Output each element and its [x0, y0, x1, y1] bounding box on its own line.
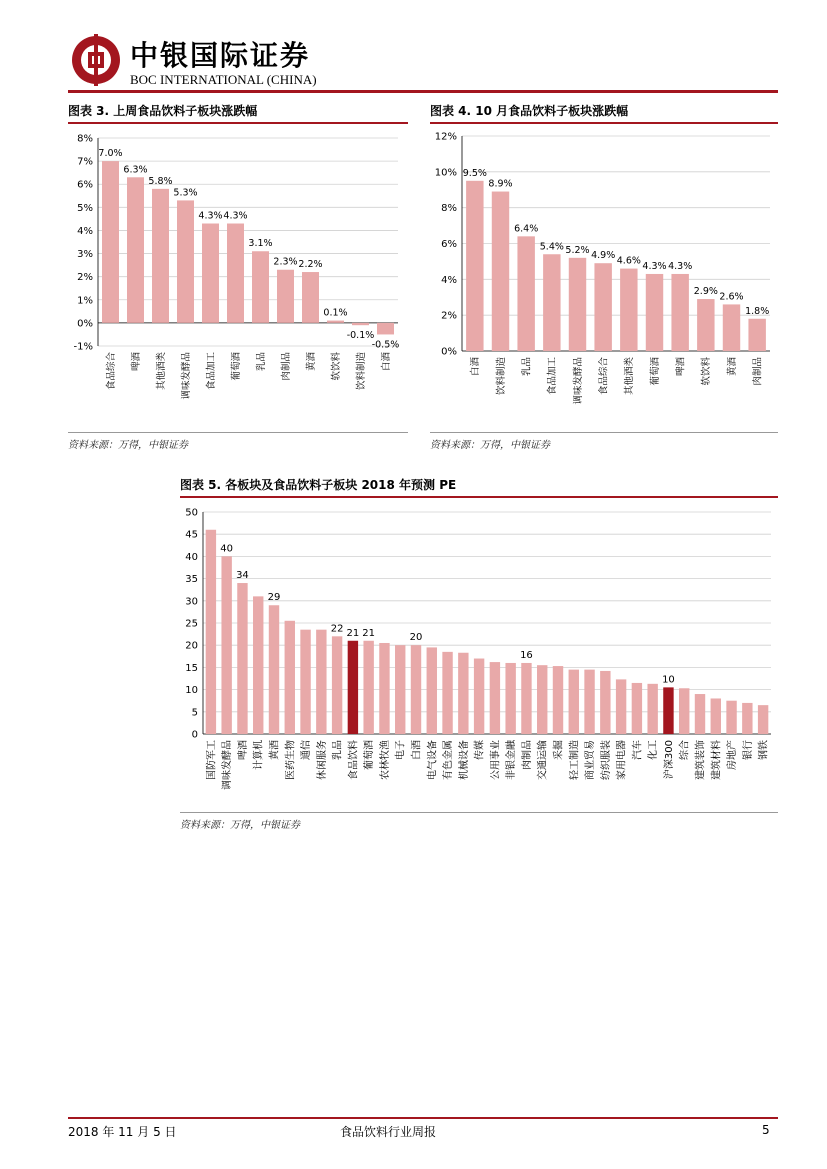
chart5-bar	[411, 645, 421, 734]
chart5-bar	[300, 630, 310, 734]
chart4-value-label: 4.3%	[642, 260, 667, 272]
chart5-title: 图表 5. 各板块及食品饮料子板块 2018 年预测 PE	[180, 478, 457, 492]
chart5-category-label: 建筑装饰	[695, 740, 707, 780]
chart4-bar	[517, 236, 534, 351]
chart4-y-tick-label: 6%	[441, 239, 457, 250]
chart3-category-label: 啤酒	[130, 352, 142, 372]
chart5-category-label: 通信	[301, 740, 313, 760]
chart5-bar	[363, 641, 373, 734]
chart3-value-label: 7.0%	[98, 148, 123, 160]
chart4-y-tick-label: 10%	[434, 167, 457, 179]
chart3-y-tick-label: 4%	[77, 225, 93, 237]
chart5-bar	[695, 694, 705, 734]
chart3-bar	[177, 200, 194, 322]
chart5-source-rule	[180, 812, 778, 813]
chart5-category-label: 采掘	[553, 740, 565, 760]
chart4-y-tick-label: 0%	[441, 346, 457, 358]
chart4-category-label: 食品综合	[598, 357, 610, 396]
chart5-category-label: 计算机	[253, 740, 265, 770]
chart5-bar	[742, 703, 752, 734]
chart5-category-label: 黄酒	[269, 740, 281, 760]
chart5-category-label: 汽车	[632, 740, 644, 760]
chart5-source: 资料来源：万得，中银证券	[180, 820, 300, 831]
chart3-bar	[227, 224, 244, 323]
chart5-category-label: 综合	[679, 740, 691, 760]
chart5-bar	[647, 684, 657, 734]
chart3-bar	[252, 251, 269, 323]
footer-title: 食品饮料行业周报	[340, 1125, 437, 1139]
chart5-svg	[175, 500, 778, 805]
chart4-value-label: 5.2%	[565, 244, 590, 256]
chart5-category-label: 机械设备	[458, 740, 470, 780]
chart5-category-label: 肉制品	[521, 740, 533, 770]
chart5-bar	[427, 647, 437, 734]
chart5-bar	[395, 645, 405, 734]
chart3-category-label: 肉制品	[280, 352, 292, 381]
chart5-category-label: 休闲服务	[316, 740, 328, 780]
chart3-y-tick-label: 0%	[77, 318, 93, 330]
chart4-value-label: 2.9%	[693, 286, 718, 298]
chart5-category-label: 交通运输	[537, 740, 549, 780]
chart4-category-label: 食品加工	[547, 357, 559, 396]
chart5-bar	[474, 659, 484, 734]
chart3-y-tick-label: 7%	[77, 156, 93, 168]
chart3-bar	[277, 270, 294, 323]
chart5-bar	[348, 641, 358, 734]
chart5-value-label: 16	[520, 649, 533, 661]
chart5-bar	[285, 621, 295, 734]
chart5-y-tick-label: 45	[185, 529, 198, 541]
chart4-value-label: 5.4%	[539, 241, 564, 253]
chart5-bar	[584, 670, 594, 734]
chart3-category-label: 软饮料	[330, 352, 342, 381]
chart4-category-label: 肉制品	[752, 357, 764, 386]
chart4-category-label: 啤酒	[675, 357, 687, 377]
chart5-category-label: 国防军工	[206, 740, 218, 780]
chart4-y-tick-label: 12%	[434, 131, 457, 143]
chart3-y-tick-label: 5%	[77, 202, 93, 214]
chart3-bar	[327, 321, 344, 323]
chart4-bar	[594, 263, 611, 351]
chart5-bar	[726, 701, 736, 734]
chart5-category-label: 钢铁	[758, 740, 770, 760]
chart4-bar	[748, 319, 765, 351]
chart3-category-label: 食品综合	[105, 352, 117, 391]
brand-logo	[68, 30, 368, 90]
header-rule	[68, 90, 778, 93]
chart4-bar	[492, 192, 509, 351]
chart5-bar	[237, 583, 247, 734]
chart5-category-label: 沪深300	[663, 740, 675, 780]
chart3-y-tick-label: 1%	[77, 295, 93, 307]
chart5-bar	[569, 670, 579, 734]
chart5-category-label: 啤酒	[237, 740, 249, 760]
chart5-category-label: 调味发酵品	[222, 740, 234, 790]
chart3-value-label: 5.8%	[148, 175, 173, 187]
chart5-bar	[332, 636, 342, 734]
chart4-title-rule	[430, 122, 778, 124]
chart3-bar	[202, 224, 219, 323]
chart4-y-tick-label: 4%	[441, 274, 457, 286]
chart3-value-label: 4.3%	[223, 210, 248, 222]
chart5-title-rule	[180, 496, 778, 498]
chart3-bar	[102, 161, 119, 323]
chart3-y-tick-label: 6%	[77, 179, 93, 191]
chart5-category-label: 公用事业	[490, 740, 502, 780]
chart3-category-label: 黄酒	[305, 352, 317, 372]
chart4-category-label: 饮料制造	[495, 357, 507, 396]
chart5-value-label: 40	[220, 543, 234, 555]
chart5-bar	[269, 605, 279, 734]
page-number: 5	[762, 1123, 770, 1137]
chart5-category-label: 非银金融	[506, 740, 518, 780]
chart4-category-label: 软饮料	[701, 357, 713, 386]
chart4-category-label: 葡萄酒	[649, 357, 661, 386]
chart5-y-tick-label: 10	[185, 685, 198, 697]
chart4-bar	[671, 274, 688, 351]
chart4-category-label: 其他酒类	[624, 357, 636, 396]
chart3-category-label: 饮料制造	[355, 352, 367, 391]
chart3-category-label: 白酒	[380, 352, 392, 372]
chart3-value-label: 3.1%	[248, 238, 273, 250]
brand-name-en: BOC INTERNATIONAL (CHINA)	[130, 72, 317, 87]
chart4-value-label: 8.9%	[488, 178, 513, 190]
chart3-bar	[127, 177, 144, 323]
chart4-bar	[697, 299, 714, 351]
chart3-bar	[352, 323, 369, 325]
chart3-bar	[152, 189, 169, 323]
chart5-bar	[206, 530, 216, 734]
chart4-y-tick-label: 2%	[441, 310, 457, 322]
chart5-category-label: 家用电器	[616, 740, 628, 780]
chart5-category-label: 农林牧渔	[379, 740, 391, 780]
chart5-bar	[537, 665, 547, 734]
chart5-category-label: 医药生物	[285, 740, 297, 780]
chart5-bar	[711, 698, 721, 734]
chart5-y-tick-label: 35	[185, 574, 198, 586]
chart3-category-label: 乳品	[255, 352, 267, 372]
chart3-title-rule	[68, 122, 408, 124]
chart4-category-label: 黄酒	[726, 357, 738, 377]
chart3-value-label: 0.1%	[323, 307, 348, 319]
chart3-value-label: -0.1%	[346, 330, 375, 342]
chart3-category-label: 其他酒类	[155, 352, 167, 391]
chart3-bar	[377, 323, 394, 335]
chart5-category-label: 电气设备	[427, 740, 439, 780]
chart5-category-label: 建筑材料	[711, 740, 723, 780]
chart5-category-label: 传媒	[474, 740, 486, 760]
chart5-category-label: 银行	[742, 740, 754, 760]
chart3-category-label: 葡萄酒	[230, 352, 242, 381]
chart5-bar	[442, 652, 452, 734]
chart5-category-label: 食品饮料	[348, 740, 360, 780]
chart4-value-label: 4.6%	[616, 255, 641, 267]
chart5-category-label: 乳品	[332, 740, 344, 760]
chart5-value-label: 22	[330, 623, 344, 635]
chart4-bar	[646, 274, 663, 351]
chart5-bar	[458, 653, 468, 734]
chart5-value-label: 29	[267, 592, 281, 604]
chart5-bar	[221, 556, 231, 734]
chart3-y-tick-label: 3%	[77, 249, 93, 261]
chart5-y-tick-label: 50	[185, 507, 198, 519]
chart4-bar	[466, 181, 483, 351]
chart4-y-tick-label: 8%	[441, 203, 457, 215]
chart5-category-label: 房地产	[727, 740, 739, 770]
chart5-bar	[616, 679, 626, 734]
chart3-y-tick-label: 2%	[77, 272, 93, 284]
footer-date: 2018 年 11 月 5 日	[68, 1125, 177, 1139]
chart5-bar	[679, 688, 689, 734]
chart4-bar	[620, 269, 637, 351]
chart3-value-label: -0.5%	[371, 339, 400, 351]
chart4-source: 资料来源：万得，中银证券	[430, 440, 550, 451]
chart5-bar	[253, 596, 263, 734]
chart5-bar	[379, 643, 389, 734]
chart4-value-label: 4.9%	[591, 250, 616, 262]
chart3-value-label: 2.3%	[273, 256, 298, 268]
chart4-source-rule	[430, 432, 778, 433]
chart3-value-label: 5.3%	[173, 187, 198, 199]
chart4-category-label: 白酒	[470, 357, 482, 377]
chart5-value-label: 10	[662, 674, 675, 686]
chart5-bar	[663, 687, 673, 734]
chart5-bar	[758, 705, 768, 734]
chart4-category-label: 乳品	[521, 357, 533, 377]
chart3-value-label: 2.2%	[298, 259, 323, 271]
chart5-category-label: 电子	[395, 740, 407, 760]
chart5-bar	[505, 663, 515, 734]
chart5-y-tick-label: 25	[185, 618, 198, 630]
chart3-y-tick-label: 8%	[77, 133, 93, 145]
chart5-y-tick-label: 5	[191, 707, 198, 719]
chart3-value-label: 4.3%	[198, 210, 223, 222]
chart5-category-label: 纺织服装	[600, 740, 612, 780]
chart4-value-label: 9.5%	[462, 167, 487, 179]
chart4-value-label: 1.8%	[745, 305, 770, 317]
chart4-bar	[569, 258, 586, 351]
chart5-y-tick-label: 0	[191, 729, 198, 741]
chart3-y-tick-label: -1%	[73, 341, 93, 353]
chart5-category-label: 化工	[648, 740, 660, 760]
chart5-bar	[600, 671, 610, 734]
chart5-category-label: 轻工制造	[569, 740, 581, 780]
chart5-y-tick-label: 30	[185, 596, 198, 608]
chart4-value-label: 2.6%	[719, 291, 744, 303]
chart5-value-label: 20	[409, 632, 423, 644]
chart5-y-tick-label: 15	[185, 662, 198, 674]
chart3-bar	[302, 272, 319, 323]
chart5-value-label: 34	[236, 570, 249, 582]
chart5-bar	[553, 666, 563, 734]
chart3-svg	[68, 126, 408, 426]
chart3-category-label: 食品加工	[205, 352, 217, 391]
chart5-value-label: 21	[346, 627, 360, 639]
chart5-bar	[316, 630, 326, 734]
chart5-y-tick-label: 40	[185, 551, 198, 563]
chart5-category-label: 葡萄酒	[364, 740, 376, 770]
chart5-category-label: 白酒	[411, 740, 423, 760]
chart5-bar	[521, 663, 531, 734]
chart4-bar	[723, 304, 740, 351]
chart4-title: 图表 4. 10 月食品饮料子板块涨跌幅	[430, 104, 629, 118]
footer-rule	[68, 1117, 778, 1119]
chart4-value-label: 6.4%	[514, 223, 539, 235]
chart4-bar	[543, 254, 560, 351]
chart4-value-label: 4.3%	[668, 260, 693, 272]
chart3-value-label: 6.3%	[123, 164, 148, 176]
brand-name-cn: 中银国际证券	[130, 39, 311, 72]
chart3-source: 资料来源：万得，中银证券	[68, 440, 188, 451]
chart5-bar	[490, 662, 500, 734]
chart3-title: 图表 3. 上周食品饮料子板块涨跌幅	[68, 104, 258, 118]
chart5-value-label: 21	[362, 627, 376, 639]
chart5-category-label: 商业贸易	[585, 740, 597, 780]
chart5-category-label: 有色金属	[443, 740, 455, 780]
chart4-svg	[430, 126, 778, 426]
chart5-y-tick-label: 20	[185, 640, 198, 652]
chart3-source-rule	[68, 432, 408, 433]
chart5-bar	[632, 683, 642, 734]
chart3-category-label: 调味发酵品	[180, 352, 192, 400]
chart4-category-label: 调味发酵品	[572, 357, 584, 405]
